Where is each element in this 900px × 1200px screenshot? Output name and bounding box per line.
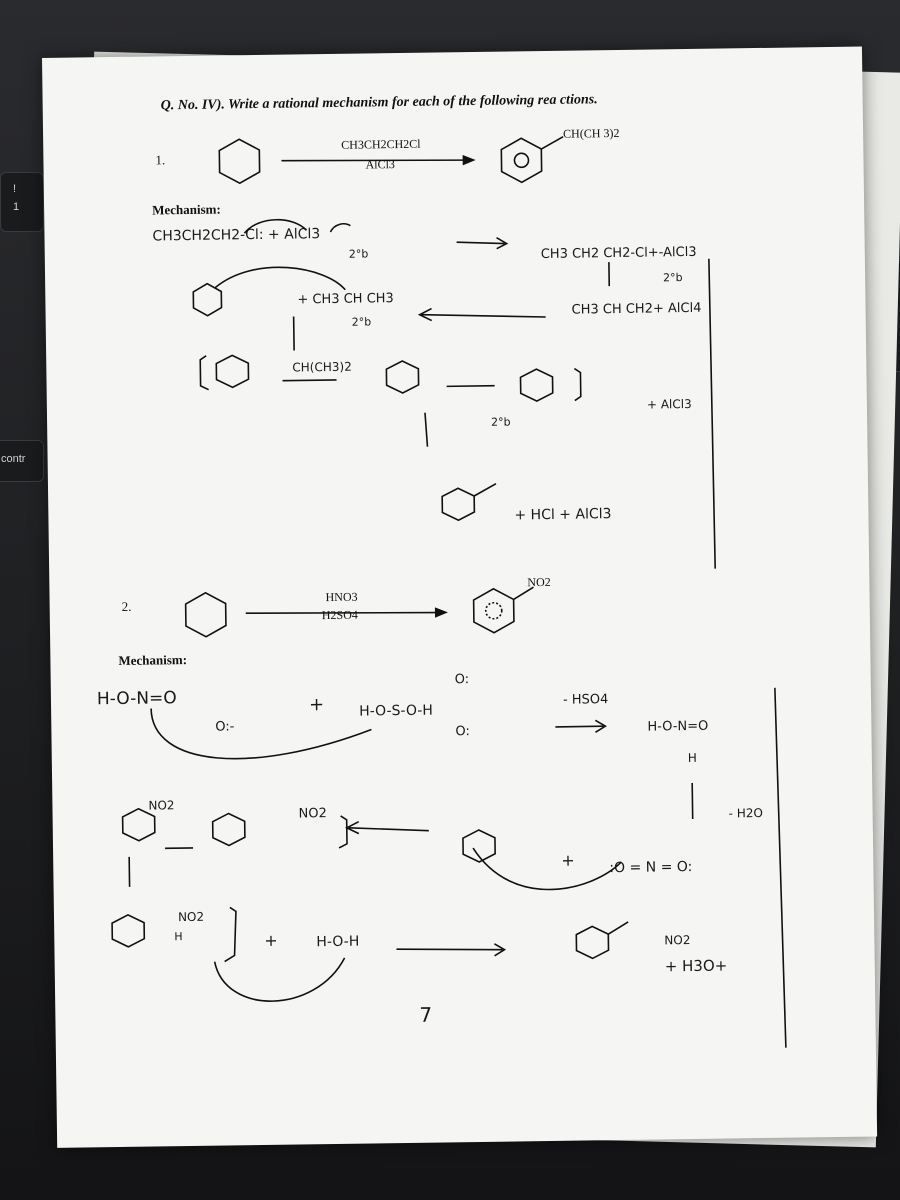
r2-step-7: - HSO4 xyxy=(562,692,609,708)
benzene-ring-mech-3 xyxy=(386,361,418,393)
mechanism-arrow-5 xyxy=(396,948,502,951)
reaction2-arrow xyxy=(246,611,436,616)
key-one-bottom-label: 1 xyxy=(13,201,20,213)
reaction1-arrow xyxy=(281,158,463,163)
product-2-bond xyxy=(513,587,533,599)
key-control[interactable] xyxy=(0,440,44,482)
reaction1-mechanism-label: Mechanism: xyxy=(152,201,221,218)
margin-line-2 xyxy=(775,688,786,1048)
r1-step-6: + CH3 CH CH3 xyxy=(297,291,394,308)
worksheet-page xyxy=(42,47,877,1148)
reaction1-product-group: CH(CH 3)2 xyxy=(563,125,620,141)
reaction2-mechanism-label: Mechanism: xyxy=(118,652,188,668)
r1-step-2: 2°b xyxy=(348,247,369,261)
mechanism-arrow-2 xyxy=(422,313,546,319)
benzene-ring-mech-8 xyxy=(112,915,144,947)
benzene-ring-mech-6 xyxy=(213,813,245,845)
r2-step-18: H-O-H xyxy=(316,933,360,951)
reaction1-arrowhead xyxy=(463,156,473,164)
r2-step-10: - H2O xyxy=(728,806,763,821)
benzene-ring-mech-4 xyxy=(520,369,552,401)
benzene-ring-mech-7 xyxy=(122,809,154,841)
product-mech-bond xyxy=(474,484,496,496)
bracket-3 xyxy=(224,907,237,961)
final-bond xyxy=(608,922,628,934)
drawing-layer xyxy=(42,47,877,1148)
r1-step-11: + HCl + AlCl3 xyxy=(514,506,612,524)
curved-arrow-4 xyxy=(151,705,372,759)
key-one[interactable] xyxy=(0,172,44,232)
r2-step-3: + xyxy=(308,694,325,716)
benzene-ring-product-1 xyxy=(501,138,542,183)
curved-arrow-3 xyxy=(215,266,345,291)
r2-step-8: H-O-N=O xyxy=(647,718,709,735)
r2-step-21: + H3O+ xyxy=(664,956,728,976)
reaction1-reagent-bottom: AlCl3 xyxy=(365,157,395,172)
reaction2-reagent-bottom: H2SO4 xyxy=(321,607,358,623)
r2-step-20: NO2 xyxy=(664,933,691,948)
bracket-2 xyxy=(339,816,347,848)
reaction2-number: 2. xyxy=(121,598,132,614)
r2-step-19: 7 xyxy=(419,1002,433,1027)
r2-step-11: :O = N = O: xyxy=(609,858,693,877)
r2-step-5: O: xyxy=(454,672,470,688)
key-control-label: contr xyxy=(1,453,26,465)
benzene-ring-product-2-circle xyxy=(486,603,502,619)
curved-arrow-6 xyxy=(215,958,346,1002)
r1-step-1: CH3CH2CH2-Cl: + AlCl3 xyxy=(152,226,321,245)
reaction1-reagent-top: CH3CH2CH2Cl xyxy=(341,136,421,152)
r2-step-17: + xyxy=(264,930,278,950)
key-one-top-label: ! xyxy=(13,183,17,195)
r2-step-13: NO2 xyxy=(148,798,175,813)
r1-step-8: CH(CH3)2 xyxy=(292,359,352,375)
mechanism-down-arrow-3 xyxy=(425,413,427,447)
r2-step-1: H-O-N=O xyxy=(96,688,177,710)
mechanism-arrow-1 xyxy=(457,242,505,245)
r2-step-6: O: xyxy=(455,724,470,740)
resonance-arrow-1 xyxy=(283,380,337,381)
benzene-ring-reactant-1 xyxy=(219,139,260,184)
benzene-ring-final xyxy=(576,926,608,958)
r2-step-4: H-O-S-O-H xyxy=(359,702,434,720)
r2-step-16: H xyxy=(174,930,183,944)
benzene-ring-product-1-circle xyxy=(514,153,528,167)
benzene-ring-product-2 xyxy=(473,588,514,633)
r1-step-4: 2°b xyxy=(663,271,683,285)
benzene-ring-product-mech xyxy=(442,488,474,520)
product-1-bond xyxy=(541,137,563,149)
mechanism-down-arrow-4 xyxy=(692,783,693,819)
r1-step-5: CH3 CH CH2+ AlCl4 xyxy=(571,300,702,318)
benzene-ring-mech-2 xyxy=(216,355,248,387)
reaction1-number: 1. xyxy=(155,152,166,168)
reaction2-product-group: NO2 xyxy=(527,574,551,590)
r2-step-15: NO2 xyxy=(177,909,205,925)
r1-step-7: 2°b xyxy=(351,315,372,329)
r1-step-10: + AlCl3 xyxy=(646,396,692,412)
r2-step-2: O:- xyxy=(215,719,235,735)
question-heading: Q. No. IV). Write a rational mechanism for each of the following rea ctions. xyxy=(160,92,598,114)
sigma-complex-bracket xyxy=(200,356,208,390)
margin-line-1 xyxy=(709,259,715,569)
reaction2-arrowhead xyxy=(436,608,446,616)
r2-step-12: + xyxy=(561,850,575,870)
resonance-arrow-2 xyxy=(447,386,495,387)
r1-step-9: 2°b xyxy=(491,415,511,429)
mechanism-arrow-4 xyxy=(349,827,429,832)
curved-arrow-2 xyxy=(330,224,350,232)
r2-step-14: NO2 xyxy=(298,806,327,822)
r1-step-3: CH3 CH2 CH2-Cl+-AlCl3 xyxy=(540,244,697,263)
mechanism-arrow-3 xyxy=(555,726,603,727)
curved-arrow-1 xyxy=(244,219,306,233)
reaction2-reagent-top: HNO3 xyxy=(325,589,358,605)
benzene-ring-reactant-2 xyxy=(185,592,226,637)
benzene-ring-mech-1 xyxy=(193,284,221,316)
r2-step-9: H xyxy=(687,750,697,766)
sigma-complex-bracket-right xyxy=(574,369,580,401)
